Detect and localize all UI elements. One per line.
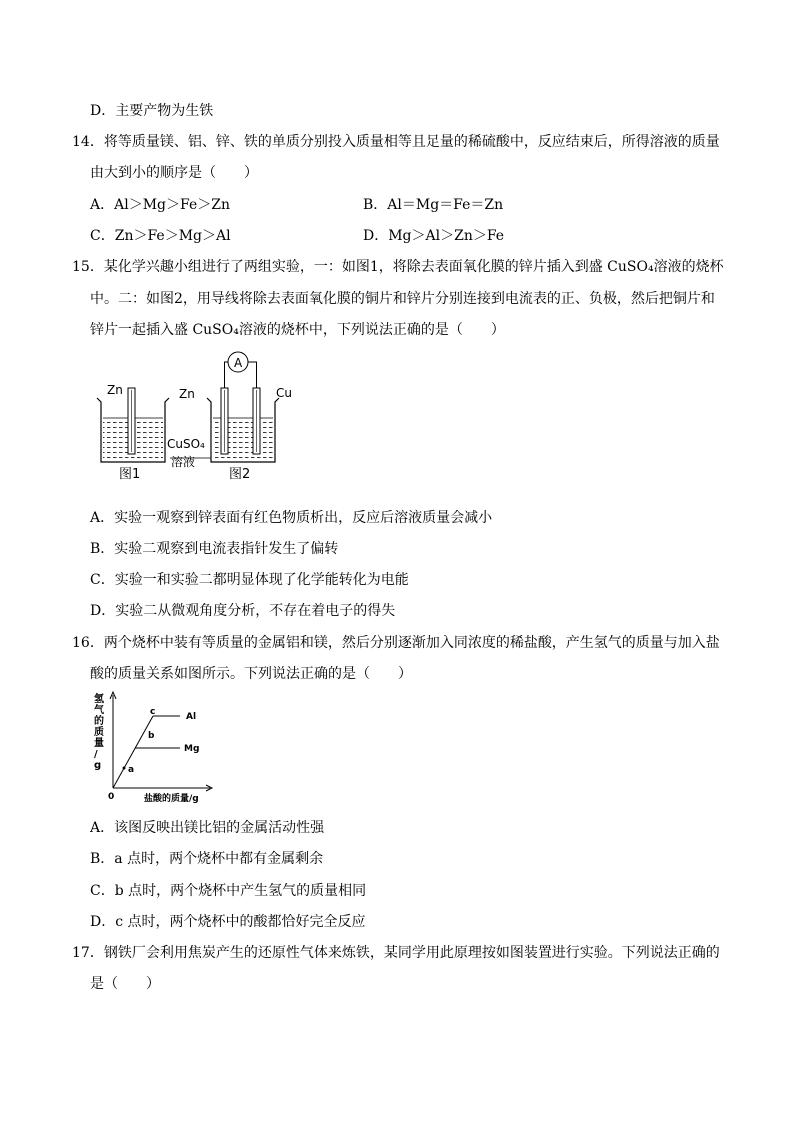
- ammeter-label: A: [234, 356, 243, 370]
- q15-stem-line1: 15．某化学兴趣小组进行了两组实验，一：如图1，将除去表面氧化膜的锌片插入到盛 CuSO₄溶液的烧杯: [72, 259, 724, 275]
- q14-stem-line1: 14．将等质量镁、铝、锌、铁的单质分别投入质量相等且足量的稀硫酸中，反应结束后，所得溶液的质量: [72, 134, 720, 150]
- y-axis-label-char: 量: [94, 738, 104, 749]
- series-mg-label: Mg: [184, 744, 200, 754]
- q16-stem-line1: 16．两个烧杯中装有等质量的金属铝和镁，然后分别逐渐加入同浓度的稀盐酸，产生氢气的质量与加入盐: [72, 635, 720, 651]
- q15-figure: [95, 350, 305, 485]
- q15-stem-line3: 锌片一起插入盛 CuSO₄溶液的烧杯中，下列说法正确的是（ ）: [90, 322, 505, 338]
- y-axis-label-char: 的: [94, 716, 104, 727]
- series-al-line: [113, 716, 153, 788]
- y-axis-label-char: 质: [94, 727, 104, 738]
- q14-stem-line2: 由大到小的顺序是（ ）: [90, 165, 258, 181]
- q16-option-c: C．b 点时，两个烧杯中产生氢气的质量相同: [90, 883, 367, 899]
- y-axis-label-char: 气: [94, 705, 104, 716]
- q15-stem-line2: 中。二：如图2，用导线将除去表面氧化膜的铜片和锌片分别连接到电流表的正、负极，然后把铜片和: [90, 291, 715, 307]
- y-axis-label-char: /: [94, 749, 98, 760]
- q17-stem-line2: 是（ ）: [90, 976, 160, 992]
- y-axis-label-chars: [94, 692, 105, 771]
- beaker-2: [207, 388, 279, 462]
- q14-option-b: B．Al＝Mg＝Fe＝Zn: [363, 197, 504, 213]
- solution-label-1: CuSO₄: [167, 437, 205, 451]
- q14-option-c: C．Zn＞Fe＞Mg＞Al: [90, 228, 231, 244]
- q14-option-a: A．Al＞Mg＞Fe＞Zn: [90, 197, 230, 213]
- solution-label-2: 溶液: [171, 455, 196, 469]
- point-a-label: a: [128, 765, 135, 775]
- y-axis-label-char: 氢: [94, 694, 104, 705]
- cu-label: Cu: [276, 386, 292, 400]
- q16-stem-line2: 酸的质量关系如图所示。下列说法正确的是（ ）: [90, 666, 412, 682]
- q16-option-d: D．c 点时，两个烧杯中的酸都恰好完全反应: [90, 914, 366, 930]
- fig1-label: 图1: [119, 467, 141, 482]
- q15-option-d: D．实验二从微观角度分析，不存在着电子的得失: [90, 603, 396, 619]
- series-al-label: Al: [186, 712, 197, 722]
- point-a: [123, 767, 126, 770]
- beaker-1: [97, 388, 169, 462]
- q17-stem-line1: 17．钢铁厂会利用焦炭产生的还原性气体来炼铁，某同学用此原理按如图装置进行实验。下列说法正确的: [72, 945, 720, 961]
- zn-label-2: Zn: [179, 387, 195, 401]
- q16-option-a: A．该图反映出镁比铝的金属活动性强: [90, 820, 325, 836]
- origin-label: 0: [108, 792, 115, 802]
- x-axis-label: 盐酸的质量/g: [144, 794, 199, 804]
- point-b-label: b: [148, 731, 155, 741]
- q14-option-d: D．Mg＞Al＞Zn＞Fe: [363, 228, 505, 244]
- zn-label-1: Zn: [107, 383, 123, 397]
- q16-option-b: B．a 点时，两个烧杯中都有金属剩余: [90, 851, 324, 867]
- q15-option-a: A．实验一观察到锌表面有红色物质析出，反应后溶液质量会减小: [90, 510, 493, 526]
- y-axis-label-char: g: [94, 760, 102, 771]
- q16-figure: [88, 690, 218, 808]
- point-c-label: c: [150, 707, 156, 717]
- fig2-label: 图2: [229, 467, 251, 482]
- q13-option-d: D．主要产物为生铁: [90, 103, 214, 119]
- q15-option-c: C．实验一和实验二都明显体现了化学能转化为电能: [90, 572, 409, 588]
- q15-option-b: B．实验二观察到电流表指针发生了偏转: [90, 541, 339, 557]
